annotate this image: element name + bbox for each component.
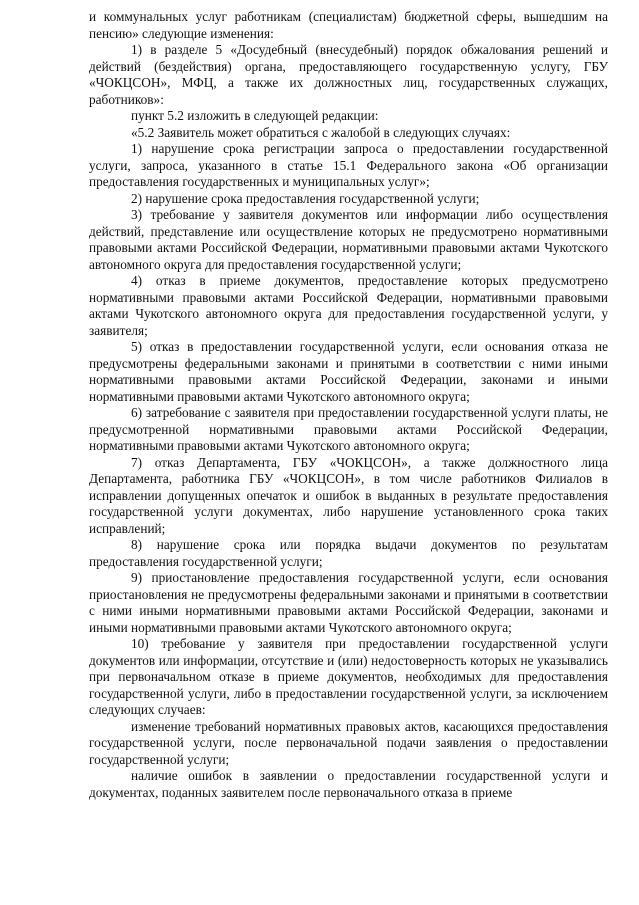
paragraph-case-9: 9) приостановление предоставления государственной услуги, если основания приостановления не предусмотрены федеральными законами и принятыми в соответствии с ними иными нормативными правовыми актами Российской Федерации, законами и иными нормативными правовыми актами Чукотского автономного округа; bbox=[89, 570, 608, 635]
paragraph-case-1: 1) нарушение срока регистрации запроса о предоставлении государственной услуги, запроса, указанного в статье 15.1 Федерального закона «Об организации предоставления государственных и муниципальных услуг»; bbox=[89, 141, 608, 189]
paragraph-item-1-section-5: 1) в разделе 5 «Досудебный (внесудебный) порядок обжалования решений и действий (бездействия) органа, предоставляющего государственную услугу, ГБУ «ЧОКЦСОН», МФЦ, а также их должностных лиц, государственных служащих, работников»: bbox=[89, 42, 608, 107]
paragraph-exception-1: изменение требований нормативных правовых актов, касающихся предоставления государственной услуги, после первоначальной подачи заявления о предоставлении государственной услуги; bbox=[89, 718, 608, 767]
paragraph-exception-2: наличие ошибок в заявлении о предоставлении государственной услуги и документах, поданных заявителем после первоначального отказа в приеме bbox=[89, 768, 608, 800]
paragraph-case-4: 4) отказ в приеме документов, предоставление которых предусмотрено нормативными правовыми актами Российской Федерации, нормативными правовыми актами Чукотского автономного округа для предоставления государственной услуги, у заявителя; bbox=[89, 273, 608, 338]
paragraph-case-7: 7) отказ Департамента, ГБУ «ЧОКЦСОН», а также должностного лица Департамента, работника ГБУ «ЧОКЦСОН», в том числе работников Филиалов в исправлении допущенных опечаток и ошибок в выданных в результате предоставления государственной услуги документах, либо нарушение установленного срока таких исправлений; bbox=[89, 454, 608, 536]
paragraph-case-2: 2) нарушение срока предоставления государственной услуги; bbox=[131, 190, 480, 206]
paragraph-clause-5-2-heading: пункт 5.2 изложить в следующей редакции: bbox=[131, 108, 379, 123]
paragraph-clause-5-2-lead: «5.2 Заявитель может обратиться с жалобой в следующих случаях: bbox=[131, 124, 511, 140]
paragraph-case-8: 8) нарушение срока или порядка выдачи документов по результатам предоставления государственной услуги; bbox=[89, 537, 608, 569]
paragraph-case-10: 10) требование у заявителя при предоставлении государственной услуги документов или информации, отсутствие и (или) недостоверность которых не указывались при первоначальном отказе в приеме документов, необходимых для предоставления государственной услуги, либо в предоставлении государственной услуги, за исключением следующих случаев: bbox=[89, 636, 608, 717]
paragraph-case-5: 5) отказ в предоставлении государственной услуги, если основания отказа не предусмотрены федеральными законами и принятыми в соответствии с ними иными нормативными правовыми актами Российской Федерации, законами и иными нормативными правовыми актами Чукотского автономного округа; bbox=[89, 339, 608, 404]
paragraph-case-3: 3) требование у заявителя документов или информации либо осуществления действий, представление или осуществление которых не предусмотрено нормативными правовыми актами Российской Федерации, нормативными правовыми актами Чукотского автономного округа для предоставления государственной услуги; bbox=[89, 207, 608, 272]
paragraph-case-6: 6) затребование с заявителя при предоставлении государственной услуги платы, не предусмотренной нормативными правовыми актами Российской Федерации, нормативными правовыми актами Чукотского автономного округа; bbox=[89, 405, 608, 453]
paragraph-intro-continuation: и коммунальных услуг работникам (специалистам) бюджетной сферы, вышедшим на пенсию» следующие изменения: bbox=[89, 9, 608, 41]
